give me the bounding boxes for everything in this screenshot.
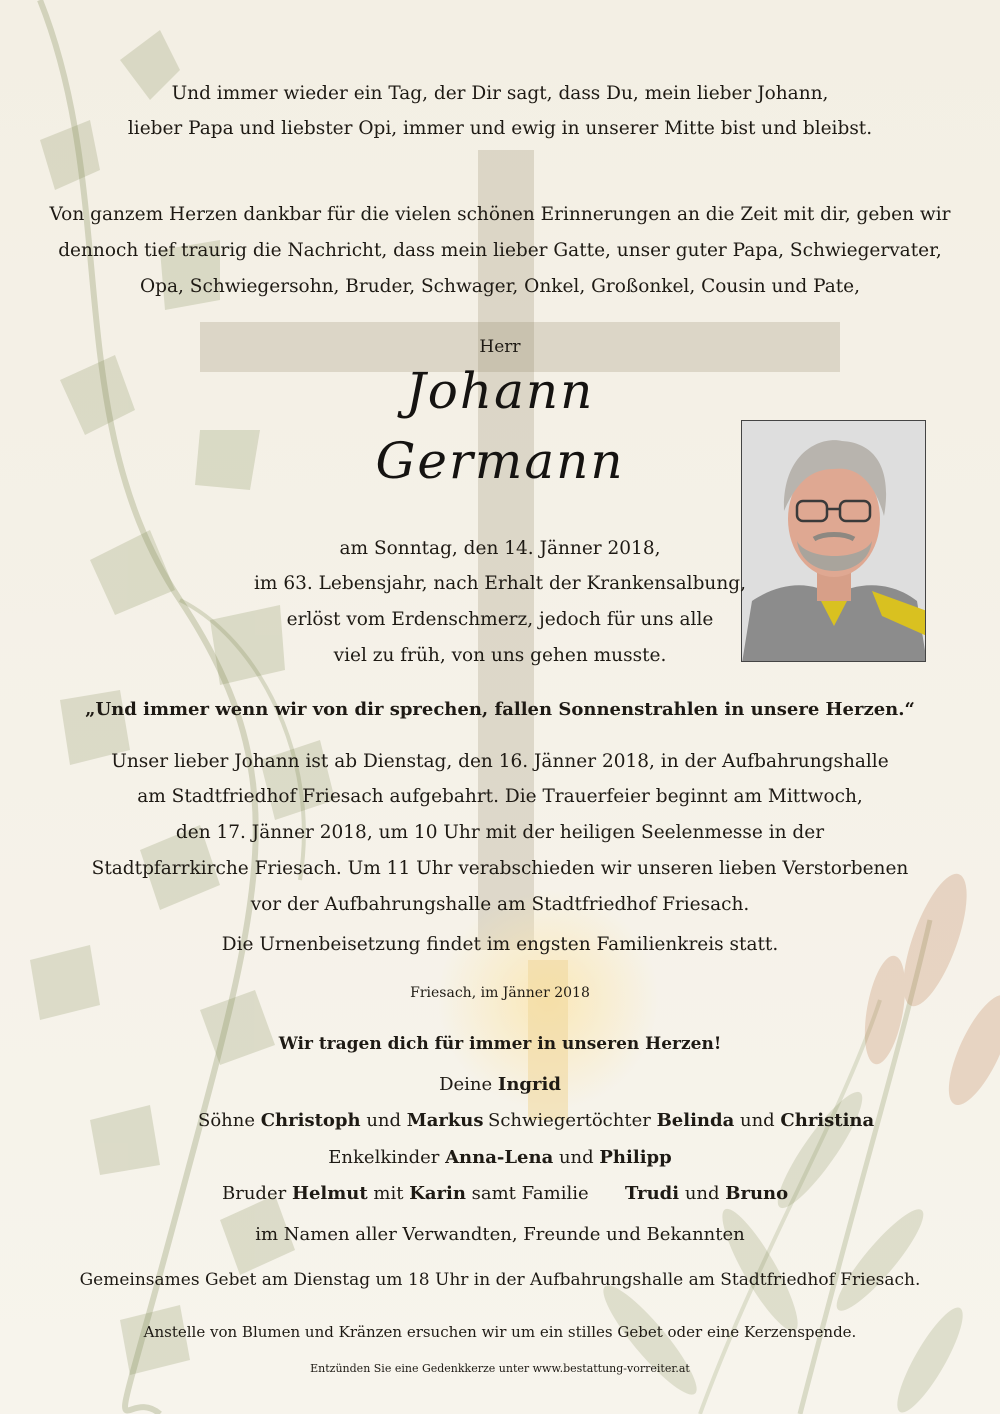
funeral-line-1: Unser lieber Johann ist ab Dienstag, den 16. Jänner 2018, in der Aufbahrungshalle: [111, 751, 889, 772]
memorial-quote: „Und immer wenn wir von dir sprechen, fallen Sonnenstrahlen in unsere Herzen.“: [85, 699, 915, 720]
mourner-family-suffix: samt Familie: [465, 1183, 589, 1204]
death-details-line-4: viel zu früh, von uns gehen musste.: [333, 645, 667, 666]
mourner-others: [625, 1183, 788, 1204]
announcement-line-3: Opa, Schwiegersohn, Bruder, Schwager, Onkel, Großonkel, Cousin und Pate,: [139, 276, 860, 297]
mourner-other-1: Trudi: [625, 1183, 680, 1204]
announcement-line-1: Von ganzem Herzen dankbar für die vielen schönen Erinnerungen an die Zeit mit dir, geben wir: [49, 204, 951, 225]
donation-note: Anstelle von Blumen und Kränzen ersuchen wir um ein stilles Gebet oder eine Kerzenspende.: [143, 1323, 857, 1341]
mourner-sons-prefix: Söhne: [198, 1110, 261, 1131]
funeral-line-4: Stadtpfarrkirche Friesach. Um 11 Uhr verabschieden wir unseren lieben Verstorbenen: [91, 858, 909, 879]
mourner-grandchildren-prefix: Enkelkinder: [328, 1147, 446, 1168]
death-details-line-3: erlöst vom Erdenschmerz, jedoch für uns alle: [286, 609, 714, 630]
mourner-grandchildren: [0, 1147, 1000, 1168]
mourner-grandchild-2: Philipp: [599, 1147, 672, 1168]
mourner-and: und: [360, 1110, 407, 1131]
mourner-with: mit: [367, 1183, 410, 1204]
mourner-brother-name: Helmut: [291, 1183, 368, 1204]
opening-line-2: lieber Papa und liebster Opi, immer und ewig in unserer Mitte bist und bleibst.: [127, 118, 873, 139]
deceased-last-name: Germann: [375, 432, 625, 490]
death-details-line-2: im 63. Lebensjahr, nach Erhalt der Krankensalbung,: [254, 573, 746, 594]
mourner-dil-2: Christina: [780, 1110, 875, 1131]
mourner-grandchild-1: Anna-Lena: [445, 1147, 554, 1168]
salutation: Herr: [479, 337, 521, 357]
mourner-brother-partner: Karin: [409, 1183, 466, 1204]
mourner-dil-prefix: Schwiegertöchter: [488, 1110, 657, 1131]
mourner-and: und: [679, 1183, 726, 1204]
opening-line-1: Und immer wieder ein Tag, der Dir sagt, dass Du, mein lieber Johann,: [171, 83, 829, 104]
mourner-son-1: Christoph: [260, 1110, 361, 1131]
mourner-wife-prefix: Deine: [439, 1074, 498, 1095]
mourner-dil-1: Belinda: [656, 1110, 735, 1131]
funeral-line-3: den 17. Jänner 2018, um 10 Uhr mit der heiligen Seelenmesse in der: [175, 822, 825, 843]
mourner-wife-name: Ingrid: [497, 1074, 561, 1095]
funeral-line-2: am Stadtfriedhof Friesach aufgebahrt. Die Trauerfeier beginnt am Mittwoch,: [137, 786, 863, 807]
mourners-on-behalf: im Namen aller Verwandten, Freunde und Bekannten: [255, 1224, 745, 1245]
deceased-first-name: Johann: [405, 362, 595, 420]
mourner-sons: [198, 1110, 484, 1131]
mourner-and: und: [553, 1147, 600, 1168]
mourner-and: und: [734, 1110, 781, 1131]
mourner-other-2: Bruno: [725, 1183, 789, 1204]
mourner-daughters-in-law: [488, 1110, 874, 1131]
closing-heading: Wir tragen dich für immer in unseren Herzen!: [278, 1034, 722, 1054]
mourner-wife: [0, 1074, 1000, 1095]
mourner-brother: [222, 1183, 589, 1204]
footer-candle-link: Entzünden Sie eine Gedenkkerze unter www.bestattung-vorreiter.at: [310, 1362, 690, 1375]
place-date: Friesach, im Jänner 2018: [410, 985, 590, 1001]
death-details-line-1: am Sonntag, den 14. Jänner 2018,: [339, 538, 661, 559]
mourner-brother-prefix: Bruder: [222, 1183, 292, 1204]
mourner-son-2: Markus: [406, 1110, 484, 1131]
funeral-line-6: Die Urnenbeisetzung findet im engsten Familienkreis statt.: [221, 934, 779, 955]
announcement-line-2: dennoch tief traurig die Nachricht, dass mein lieber Gatte, unser guter Papa, Schwiegervater,: [58, 240, 942, 261]
funeral-line-5: vor der Aufbahrungshalle am Stadtfriedhof Friesach.: [250, 894, 750, 915]
prayer-notice: Gemeinsames Gebet am Dienstag um 18 Uhr in der Aufbahrungshalle am Stadtfriedhof Friesach.: [79, 1270, 921, 1290]
